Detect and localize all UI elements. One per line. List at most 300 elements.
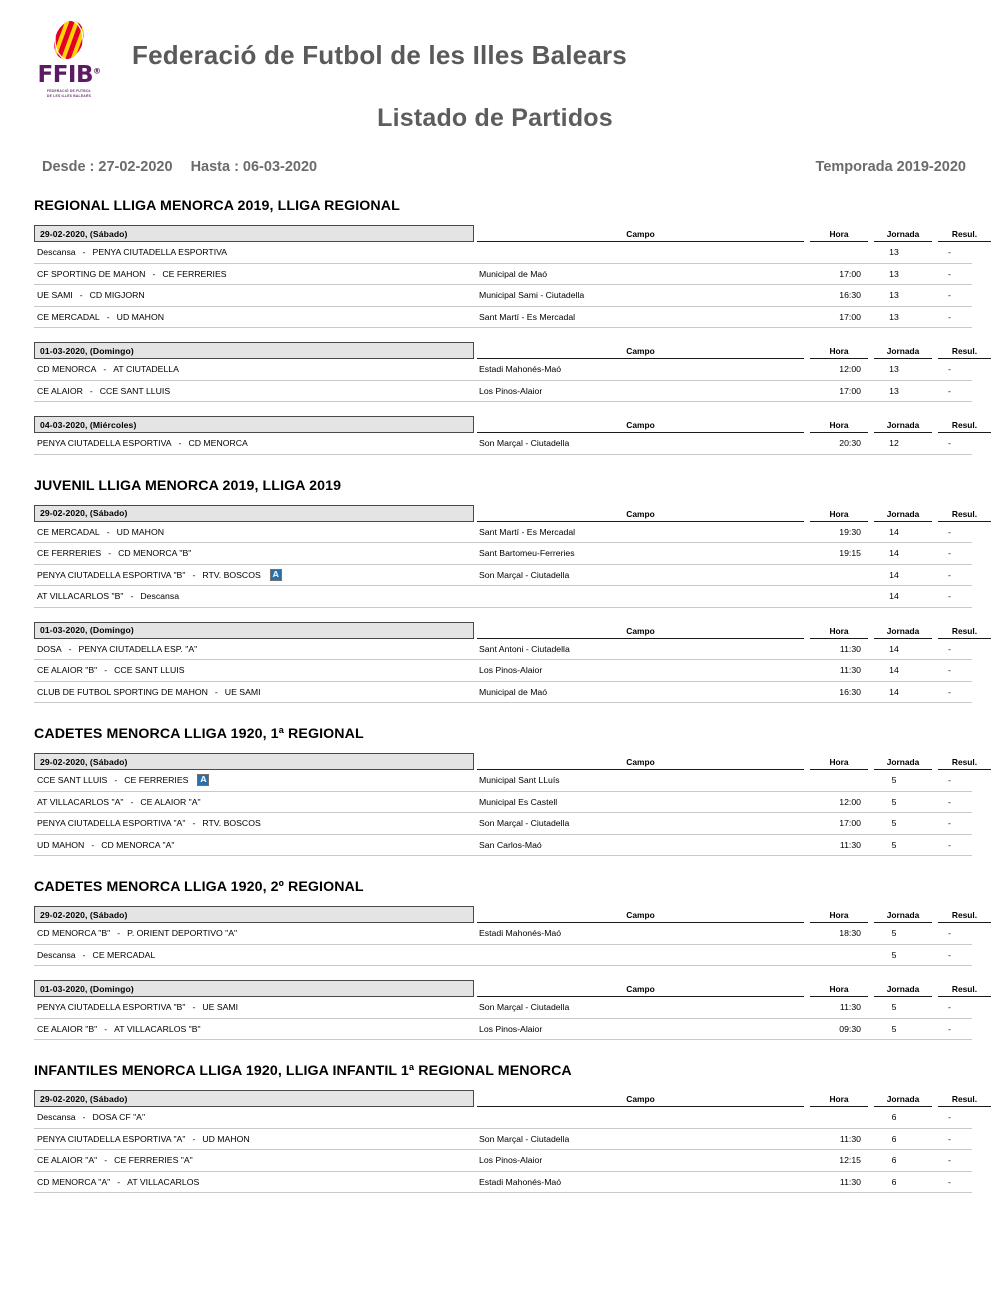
column-header-campo: Campo (477, 626, 804, 639)
match-note-icon[interactable] (197, 774, 209, 786)
match-teams (34, 774, 477, 786)
home-team: AT VILLACARLOS "B" (37, 591, 124, 602)
day-date-label: 29-02-2020, (Sábado) (34, 505, 474, 522)
match-result: - (948, 775, 951, 786)
day-group (34, 622, 978, 704)
home-team: CD MENORCA "A" (37, 1176, 111, 1187)
match-result: - (948, 1133, 951, 1144)
match-result: - (948, 247, 951, 258)
match-time: 11:30 (839, 1133, 861, 1144)
day-date-label: 29-02-2020, (Sábado) (34, 753, 474, 770)
match-result: - (948, 385, 951, 396)
match-venue: Sant Antoni - Ciutadella (479, 643, 570, 654)
column-header-resul: Resul. (938, 509, 991, 522)
away-team: CD MIGJORN (89, 290, 145, 301)
table-row (34, 1172, 972, 1194)
home-team: CE ALAIOR (37, 385, 83, 396)
home-team: PENYA CIUTADELLA ESPORTIVA (37, 438, 172, 449)
match-venue: Sant Bartomeu-Ferreries (479, 548, 575, 559)
match-matchday: 5 (891, 928, 897, 939)
home-team: Descansa (37, 949, 76, 960)
match-matchday: 14 (889, 569, 899, 580)
match-venue: Sant Martí - Es Mercadal (479, 311, 576, 322)
away-team: RTV. BOSCOS (202, 569, 261, 580)
page-title: Listado de Partidos (377, 104, 613, 132)
versus-separator: - (82, 1112, 86, 1123)
home-team: CE MERCADAL (37, 526, 100, 537)
day-header (34, 622, 978, 639)
away-team: DOSA CF "A" (92, 1112, 146, 1123)
column-header-resul: Resul. (938, 910, 991, 923)
column-header-hora: Hora (810, 984, 868, 997)
column-header-hora: Hora (810, 346, 868, 359)
table-row (34, 639, 972, 661)
match-result: - (948, 949, 951, 960)
column-header-jornada: Jornada (874, 984, 932, 997)
match-matchday: 13 (889, 268, 899, 279)
table-row (34, 586, 972, 608)
match-venue: Estadi Mahonés-Maó (479, 928, 562, 939)
day-date-label: 04-03-2020, (Miércoles) (34, 416, 474, 433)
match-teams (34, 1177, 477, 1187)
versus-separator: - (192, 569, 196, 580)
match-matchday: 13 (889, 311, 899, 322)
column-header-resul: Resul. (938, 626, 991, 639)
away-team: CD MENORCA (188, 438, 248, 449)
match-teams (34, 687, 477, 697)
match-matchday: 5 (891, 949, 897, 960)
versus-separator: - (117, 928, 121, 939)
match-result: - (948, 364, 951, 375)
match-venue: San Carlos-Maó (479, 839, 542, 850)
match-venue: Son Marçal - Ciutadella (479, 438, 570, 449)
table-row (34, 359, 972, 381)
table-row (34, 565, 972, 587)
away-team: P. ORIENT DEPORTIVO "A" (127, 928, 238, 939)
match-teams (34, 840, 477, 850)
versus-separator: - (104, 1023, 108, 1034)
desde-value: 27-02-2020 (98, 159, 173, 175)
match-matchday: 5 (891, 1023, 897, 1034)
match-teams (34, 591, 477, 601)
match-teams (34, 928, 477, 938)
versus-separator: - (152, 268, 156, 279)
match-rows (34, 433, 972, 455)
column-header-jornada: Jornada (874, 757, 932, 770)
match-venue: Los Pinos-Alaior (479, 1155, 543, 1166)
logo-wordmark: FFIB® (37, 62, 101, 88)
match-result: - (948, 686, 951, 697)
away-team: CE FERRERIES (124, 775, 189, 786)
competition-title: JUVENIL LLIGA MENORCA 2019, LLIGA 2019 (34, 477, 342, 494)
competition-block (0, 478, 1000, 704)
match-teams (34, 386, 477, 396)
day-group (34, 980, 978, 1040)
document-header (0, 0, 1000, 100)
table-row (34, 660, 972, 682)
match-matchday: 5 (891, 775, 897, 786)
match-teams (34, 1024, 477, 1034)
home-team: Descansa (37, 247, 76, 258)
match-rows (34, 522, 972, 608)
column-header-campo: Campo (477, 910, 804, 923)
match-result: - (948, 311, 951, 322)
match-time: 19:15 (839, 548, 861, 559)
away-team: PENYA CIUTADELLA ESP. "A" (78, 643, 198, 654)
column-header-resul: Resul. (938, 984, 991, 997)
match-teams (34, 548, 477, 558)
home-team: UD MAHON (37, 839, 85, 850)
day-group (34, 225, 978, 328)
match-rows (34, 359, 972, 402)
column-header-campo: Campo (477, 984, 804, 997)
versus-separator: - (104, 665, 108, 676)
logo-subtitle: FEDERACIÓ DE FUTBOL DE LES ILLES BALEARS (46, 89, 92, 98)
column-headers (474, 342, 991, 359)
versus-separator: - (89, 385, 93, 396)
column-header-hora: Hora (810, 626, 868, 639)
season-label: Temporada 2019-2020 (815, 159, 966, 175)
home-team: UE SAMI (37, 290, 73, 301)
competition-title: CADETES MENORCA LLIGA 1920, 2º REGIONAL (34, 879, 364, 895)
match-teams (34, 1112, 477, 1122)
away-team: UD MAHON (116, 526, 164, 537)
column-header-jornada: Jornada (874, 1094, 932, 1107)
column-headers (474, 1090, 991, 1107)
versus-separator: - (214, 686, 218, 697)
match-time: 17:00 (839, 385, 861, 396)
match-result: - (948, 268, 951, 279)
match-venue: Sant Martí - Es Mercadal (479, 526, 576, 537)
table-row (34, 307, 972, 329)
away-team: AT VILLACARLOS "B" (114, 1023, 201, 1034)
competition-title: CADETES MENORCA LLIGA 1920, 1ª REGIONAL (34, 726, 364, 742)
match-venue: Son Marçal - Ciutadella (479, 1002, 570, 1013)
versus-separator: - (192, 818, 196, 829)
table-row (34, 682, 972, 704)
column-header-jornada: Jornada (874, 229, 932, 242)
match-teams (34, 312, 477, 322)
home-team: CE ALAIOR "A" (37, 1155, 98, 1166)
match-result: - (948, 1023, 951, 1034)
match-rows (34, 997, 972, 1040)
day-group (34, 505, 978, 608)
table-row (34, 522, 972, 544)
match-time: 12:00 (839, 796, 861, 807)
match-matchday: 5 (891, 1002, 897, 1013)
match-matchday: 14 (889, 526, 899, 537)
column-headers (474, 906, 991, 923)
column-header-campo: Campo (477, 509, 804, 522)
competition-block (0, 879, 1000, 1040)
table-row (34, 1019, 972, 1041)
column-header-jornada: Jornada (874, 910, 932, 923)
match-rows (34, 770, 972, 856)
table-row (34, 543, 972, 565)
match-time: 11:30 (839, 1002, 861, 1013)
column-header-campo: Campo (477, 420, 804, 433)
home-team: PENYA CIUTADELLA ESPORTIVA "B" (37, 569, 186, 580)
match-result: - (948, 1155, 951, 1166)
away-team: PENYA CIUTADELLA ESPORTIVA (92, 247, 228, 258)
away-team: CE ALAIOR "A" (140, 796, 201, 807)
day-header (34, 1090, 978, 1107)
home-team: CF SPORTING DE MAHON (37, 268, 146, 279)
match-result: - (948, 1002, 951, 1013)
versus-separator: - (68, 643, 72, 654)
match-venue: Son Marçal - Ciutadella (479, 818, 570, 829)
match-teams (34, 1002, 477, 1012)
match-venue: Municipal Sami - Ciutadella (479, 290, 585, 301)
match-matchday: 6 (891, 1155, 897, 1166)
versus-separator: - (106, 526, 110, 537)
away-team: UE SAMI (224, 686, 261, 697)
match-time: 11:30 (839, 665, 861, 676)
table-row (34, 285, 972, 307)
match-matchday: 6 (891, 1176, 897, 1187)
match-venue: Municipal Sant LLuís (479, 775, 560, 786)
match-result: - (948, 591, 951, 602)
match-result: - (948, 526, 951, 537)
table-row (34, 923, 972, 945)
away-team: CD MENORCA "B" (118, 548, 192, 559)
match-time: 11:30 (839, 839, 861, 850)
match-matchday: 13 (889, 247, 899, 258)
match-result: - (948, 548, 951, 559)
organization-name: Federació de Futbol de les Illes Balears (132, 40, 627, 70)
home-team: CE FERRERIES (37, 548, 102, 559)
column-header-campo: Campo (477, 1094, 804, 1107)
table-row (34, 381, 972, 403)
match-rows (34, 639, 972, 704)
column-headers (474, 416, 991, 433)
day-header (34, 342, 978, 359)
table-row (34, 1150, 972, 1172)
match-time: 16:30 (839, 686, 861, 697)
versus-separator: - (91, 839, 95, 850)
match-matchday: 14 (889, 686, 899, 697)
column-header-hora: Hora (810, 229, 868, 242)
column-header-jornada: Jornada (874, 420, 932, 433)
match-matchday: 13 (889, 364, 899, 375)
match-matchday: 6 (891, 1133, 897, 1144)
table-row (34, 813, 972, 835)
table-row (34, 997, 972, 1019)
column-headers (474, 980, 991, 997)
away-team: CCE SANT LLUIS (99, 385, 171, 396)
match-result: - (948, 796, 951, 807)
away-team: CE MERCADAL (92, 949, 156, 960)
competition-block (0, 726, 1000, 856)
hasta-label: Hasta : (190, 159, 239, 175)
match-result: - (948, 1112, 951, 1123)
home-team: PENYA CIUTADELLA ESPORTIVA "A" (37, 1133, 186, 1144)
desde-label: Desde : (42, 159, 95, 175)
match-result: - (948, 290, 951, 301)
day-header (34, 416, 978, 433)
match-venue: Los Pinos-Alaior (479, 1023, 543, 1034)
column-header-jornada: Jornada (874, 509, 932, 522)
date-range-bar (0, 133, 1000, 175)
competition-title: REGIONAL LLIGA MENORCA 2019, LLIGA REGIONAL (34, 198, 400, 214)
away-team: AT VILLACARLOS (127, 1176, 200, 1187)
date-range (42, 159, 317, 175)
shield-icon (52, 18, 86, 62)
match-result: - (948, 928, 951, 939)
day-header (34, 505, 978, 522)
match-teams (34, 290, 477, 300)
home-team: PENYA CIUTADELLA ESPORTIVA "A" (37, 818, 186, 829)
match-venue: Los Pinos-Alaior (479, 385, 543, 396)
match-time: 11:30 (839, 1176, 861, 1187)
match-time: 11:30 (839, 643, 861, 654)
day-group (34, 753, 978, 856)
competition-title: INFANTILES MENORCA LLIGA 1920, LLIGA INFANTIL 1ª REGIONAL MENORCA (34, 1063, 572, 1079)
column-header-resul: Resul. (938, 757, 991, 770)
table-row (34, 945, 972, 967)
column-header-jornada: Jornada (874, 346, 932, 359)
competition-block (0, 1063, 1000, 1193)
day-date-label: 01-03-2020, (Domingo) (34, 622, 474, 639)
away-team: CCE SANT LLUIS (114, 665, 185, 676)
table-row (34, 770, 972, 792)
table-row (34, 1107, 972, 1129)
day-group (34, 342, 978, 402)
away-team: CD MENORCA "A" (101, 839, 175, 850)
column-header-hora: Hora (810, 509, 868, 522)
match-time: 18:30 (839, 928, 861, 939)
match-time: 16:30 (839, 290, 861, 301)
match-matchday: 14 (889, 643, 899, 654)
match-venue: Municipal de Maó (479, 686, 548, 697)
match-teams (34, 797, 477, 807)
match-venue: Estadi Mahonés-Maó (479, 1176, 562, 1187)
home-team: Descansa (37, 1112, 76, 1123)
match-matchday: 12 (889, 438, 899, 449)
match-teams (34, 527, 477, 537)
table-row (34, 242, 972, 264)
table-row (34, 1129, 972, 1151)
match-rows (34, 923, 972, 966)
match-rows (34, 242, 972, 328)
day-header (34, 980, 978, 997)
away-team: AT CIUTADELLA (113, 364, 179, 375)
versus-separator: - (82, 247, 86, 258)
match-venue: Municipal de Maó (479, 268, 548, 279)
versus-separator: - (192, 1002, 196, 1013)
versus-separator: - (103, 364, 107, 375)
versus-separator: - (108, 548, 112, 559)
column-header-hora: Hora (810, 1094, 868, 1107)
versus-separator: - (79, 290, 83, 301)
match-teams (34, 950, 477, 960)
column-header-resul: Resul. (938, 420, 991, 433)
away-team: UD MAHON (116, 311, 164, 322)
versus-separator: - (178, 438, 182, 449)
home-team: DOSA (37, 643, 62, 654)
match-matchday: 13 (889, 290, 899, 301)
match-matchday: 5 (891, 818, 897, 829)
match-venue: Los Pinos-Alaior (479, 665, 543, 676)
home-team: AT VILLACARLOS "A" (37, 796, 124, 807)
versus-separator: - (106, 311, 110, 322)
match-teams (34, 364, 477, 374)
match-matchday: 5 (891, 796, 897, 807)
match-matchday: 14 (889, 591, 899, 602)
match-teams (34, 818, 477, 828)
match-matchday: 13 (889, 385, 899, 396)
home-team: PENYA CIUTADELLA ESPORTIVA "B" (37, 1002, 186, 1013)
versus-separator: - (104, 1155, 108, 1166)
match-result: - (948, 818, 951, 829)
day-date-label: 29-02-2020, (Sábado) (34, 906, 474, 923)
column-header-campo: Campo (477, 757, 804, 770)
day-header (34, 225, 978, 242)
match-matchday: 14 (889, 548, 899, 559)
column-headers (474, 622, 991, 639)
match-teams (34, 644, 477, 654)
match-time: 17:00 (839, 818, 861, 829)
ffib-logo (34, 18, 104, 100)
match-rows (34, 1107, 972, 1193)
column-header-campo: Campo (477, 346, 804, 359)
match-teams (34, 438, 477, 448)
versus-separator: - (117, 1176, 121, 1187)
match-time: 19:30 (839, 526, 861, 537)
column-headers (474, 225, 991, 242)
match-venue: Estadi Mahonés-Maó (479, 364, 562, 375)
versus-separator: - (114, 775, 118, 786)
match-time: 09:30 (839, 1023, 861, 1034)
day-header (34, 753, 978, 770)
competition-block (0, 198, 1000, 455)
match-teams (34, 1134, 477, 1144)
match-result: - (948, 1176, 951, 1187)
home-team: CD MENORCA "B" (37, 928, 111, 939)
match-venue: Son Marçal - Ciutadella (479, 569, 570, 580)
column-header-resul: Resul. (938, 346, 991, 359)
match-time: 17:00 (839, 268, 861, 279)
home-team: CCE SANT LLUIS (37, 775, 108, 786)
table-row (34, 792, 972, 814)
home-team: CE ALAIOR "B" (37, 665, 98, 676)
match-teams (34, 247, 477, 257)
away-team: UD MAHON (202, 1133, 250, 1144)
away-team: Descansa (140, 591, 180, 602)
home-team: CLUB DE FUTBOL SPORTING DE MAHON (37, 686, 208, 697)
column-headers (474, 753, 991, 770)
away-team: RTV. BOSCOS (202, 818, 261, 829)
away-team: CE FERRERIES "A" (114, 1155, 193, 1166)
match-teams (34, 569, 477, 581)
match-result: - (948, 665, 951, 676)
day-group (34, 906, 978, 966)
match-matchday: 5 (891, 839, 897, 850)
day-date-label: 01-03-2020, (Domingo) (34, 980, 474, 997)
match-note-icon[interactable] (270, 569, 282, 581)
match-matchday: 6 (891, 1112, 897, 1123)
table-row (34, 835, 972, 857)
versus-separator: - (82, 949, 86, 960)
versus-separator: - (192, 1133, 196, 1144)
day-date-label: 29-02-2020, (Sábado) (34, 225, 474, 242)
column-header-resul: Resul. (938, 229, 991, 242)
versus-separator: - (130, 591, 134, 602)
match-teams (34, 1155, 477, 1165)
match-time: 12:15 (839, 1155, 861, 1166)
match-matchday: 14 (889, 665, 899, 676)
table-row (34, 433, 972, 455)
